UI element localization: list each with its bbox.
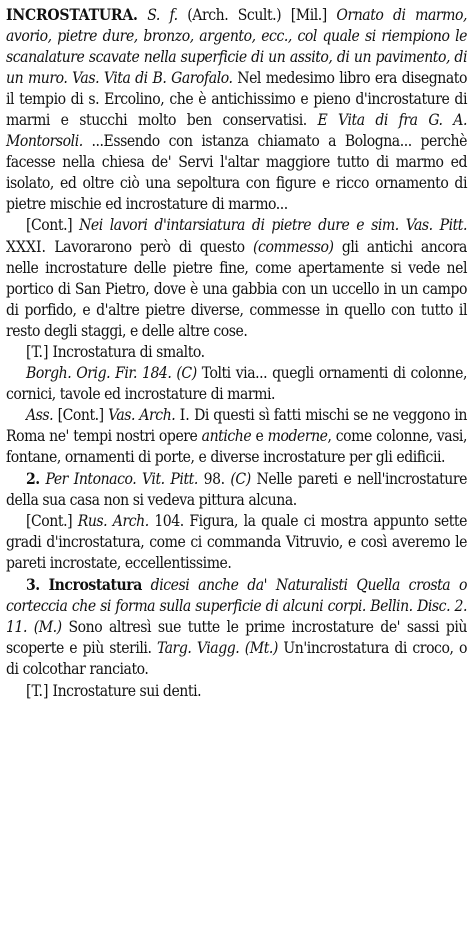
example-text: Incrostatura di smalto. xyxy=(52,342,205,361)
sense-paragraph xyxy=(6,468,467,511)
sense-number: 2. xyxy=(26,469,40,489)
contributor-tag: [T.] xyxy=(26,681,49,700)
quote-paragraph xyxy=(6,405,467,468)
quote-source: Targ. Viagg. xyxy=(156,639,240,658)
grammar-label: S. f. xyxy=(147,6,178,24)
sense-definition: Per Intonaco. xyxy=(45,470,137,489)
quote-text: Nel medesimo libro era disegnato il tempio di s. Ercolino, che è antichissimo e pieno d'incrostature di marmi e stucchi molto ben conservatisi. xyxy=(6,69,467,130)
quote-text: gli antichi ancora nelle incrostature delle pietre fine, come apertamente si vede nel portico di San Pietro, dove è una gabbia con un uccello in un campo di porfido, e d'altre pietre diverse, commesse in quello con tutto il resto degli staggi, e delle altre cose. xyxy=(6,237,467,340)
contributor-tag: [Cont.] xyxy=(26,216,73,235)
conjunction: e xyxy=(255,426,264,445)
definition: Ornato di marmo, avorio, pietre dure, bronzo, argento, ecc., col quale si riempiono le scanalature scavate nella superficie di un assito, di un pavimento, di un muro. xyxy=(6,6,467,88)
quote-text: Di questi sì fatti mischi se ne veggono in Roma ne' tempi nostri opere xyxy=(6,405,467,445)
quote-text: Lavorarono però di questo xyxy=(54,237,245,256)
subsense-paragraph xyxy=(6,215,467,341)
quote-text: , come colonne, vasi, fontane, ornamenti di porte, e diverse incrostature per gli edificii. xyxy=(6,426,467,466)
quote-text: ...Essendo con istanza chiamato a Bologna... perchè facesse nella chiesa de' Servi l'altar maggiore tutto di marmo ed isolato, ed oltre ciò una sepoltura con figure e ricco ornamento di pietre mischie ed incrostature di marmo... xyxy=(6,132,467,214)
sense-definition: dicesi anche da' Naturalisti Quella crosta o corteccia che si forma sulla superficie di alcuni corpi. xyxy=(6,576,467,616)
term-commesso: (commesso) xyxy=(253,237,334,256)
page-number: 104. xyxy=(154,512,184,531)
domain-tags: (Arch. Scult.) [Mil.] xyxy=(187,6,327,24)
quote-text: Sono altresì sue tutte le prime incrostature de' sassi più scoperte e più sterili. xyxy=(6,618,467,658)
quote-source: Vas. Vita di B. Garofalo. xyxy=(72,69,233,88)
example-text: Incrostature sui denti. xyxy=(52,681,202,700)
page-number: 98. xyxy=(203,470,225,489)
quote-source: Bellin. Disc. 2. 11. xyxy=(6,597,467,637)
quote-text: Nelle pareti e nell'incrostature della sua casa non si vedeva pittura alcuna. xyxy=(6,470,467,510)
quote-text: Un'incrostatura di croco, o di colcothar ranciato. xyxy=(6,639,467,679)
quote-paragraph xyxy=(6,511,467,574)
subsense-definition: Nei lavori d'intarsiatura di pietre dure e sim. xyxy=(79,216,399,235)
roman-numeral: I. xyxy=(179,405,190,424)
sense-paragraph xyxy=(6,574,467,680)
subsense-paragraph xyxy=(6,681,467,702)
contributor-tag: [Cont.] xyxy=(26,512,73,531)
citation-mark: (M.) xyxy=(33,618,62,637)
quote-text: Figura, la quale ci mostra appunto sette gradi d'incrostatura, come ci commanda Vitruvio, e così averemo le pareti incrostate, eccellentissime. xyxy=(6,512,467,573)
quote-source: Ass. xyxy=(26,405,54,424)
contributor-tag: [Cont.] xyxy=(57,405,104,424)
quote-text: Tolti via... quegli ornamenti di colonne, cornici, tavole ed incrostature di marmi. xyxy=(6,363,467,403)
sense-number: 3. xyxy=(26,575,40,595)
headword: INCROSTATURA. xyxy=(6,5,138,24)
quote-source: Vit. Pitt. xyxy=(142,470,198,489)
quote-source: Vas. Arch. xyxy=(108,405,176,424)
sense-headword: Incrostatura xyxy=(48,575,142,595)
quote-source: Vas. Pitt. xyxy=(405,216,467,235)
roman-numeral: XXXI. xyxy=(6,237,46,256)
citation-mark: (C) xyxy=(230,470,251,489)
entry-main-paragraph xyxy=(6,4,467,215)
term-moderne: moderne xyxy=(267,426,328,445)
subsense-paragraph xyxy=(6,342,467,363)
citation-mark: (C) xyxy=(176,363,197,382)
contributor-tag: [T.] xyxy=(26,342,49,361)
term-antiche: antiche xyxy=(201,426,252,445)
quote-paragraph xyxy=(6,363,467,405)
citation-mark: (Mt.) xyxy=(244,639,278,658)
quote-source: Borgh. Orig. Fir. 184. xyxy=(26,363,172,382)
quote-source: Rus. Arch. xyxy=(77,512,149,531)
quote-source: E Vita di fra G. A. Montorsoli. xyxy=(6,111,467,151)
